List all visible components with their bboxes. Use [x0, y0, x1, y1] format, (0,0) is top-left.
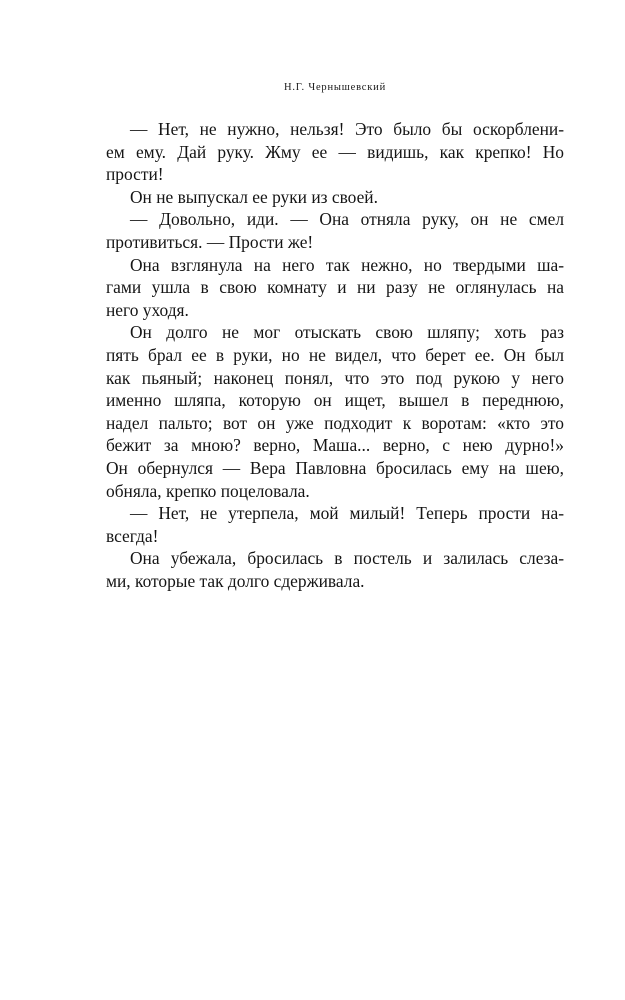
text-line: бежит за мною? верно, Маша... верно, с нею дурно!»	[106, 435, 564, 456]
text-line: гами ушла в свою комнату и ни разу не оглянулась на	[106, 277, 564, 298]
text-line: противиться. — Прости же!	[106, 231, 314, 252]
text-line: ми, которые так долго сдерживала.	[106, 570, 365, 591]
text-line: Он не выпускал ее руки из своей.	[130, 186, 378, 207]
body-text	[106, 118, 564, 592]
text-line: именно шляпа, которую он ищет, вышел в переднюю,	[106, 390, 564, 411]
text-line: пять брал ее в руки, но не видел, что берет ее. Он был	[106, 344, 564, 365]
text-line: Она взглянула на него так нежно, но твердыми ша-	[130, 254, 564, 275]
text-line: — Довольно, иди. — Она отняла руку, он не смел	[130, 209, 564, 230]
text-line: всегда!	[106, 525, 159, 546]
text-line: — Нет, не нужно, нельзя! Это было бы оскорблени-	[130, 119, 564, 139]
running-head: Н.Г. Чернышевский	[284, 82, 386, 93]
text-line: как пьяный; наконец понял, что это под рукою у него	[106, 367, 564, 388]
text-line: Он долго не мог отыскать свою шляпу; хоть раз	[130, 322, 564, 343]
text-line: него уходя.	[106, 299, 189, 320]
text-line: обняла, крепко поцеловала.	[106, 480, 310, 501]
text-line: надел пальто; вот он уже подходит к воротам: «кто это	[106, 412, 564, 433]
text-line: — Нет, не утерпела, мой милый! Теперь прости на-	[130, 503, 564, 524]
text-line: прости!	[106, 164, 164, 185]
text-line: ем ему. Дай руку. Жму ее — видишь, как крепко! Но	[106, 141, 564, 162]
text-line: Он обернулся — Вера Павловна бросилась ему на шею,	[106, 457, 564, 478]
text-line: Она убежала, бросилась в постель и залилась слеза-	[130, 548, 564, 569]
